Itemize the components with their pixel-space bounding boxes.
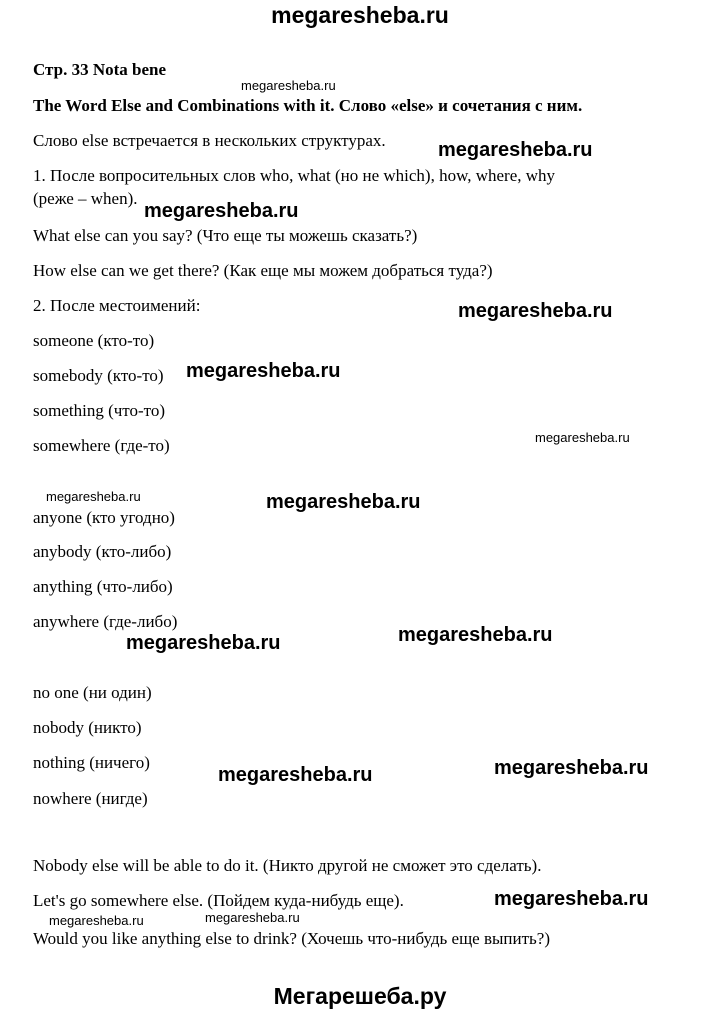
point-1-line-1: 1. После вопросительных слов who, what (но не which), how, where, why: [33, 166, 556, 185]
watermark: megaresheba.ru: [205, 910, 300, 925]
list-item: someone (кто-то): [33, 331, 155, 350]
watermark: megaresheba.ru: [218, 764, 373, 786]
watermark: megaresheba.ru: [126, 632, 281, 654]
list-item: nobody (никто): [33, 718, 142, 737]
list-item: nothing (ничего): [33, 753, 150, 772]
closing-example: Nobody else will be able to do it. (Никто другой не сможет это сделать).: [33, 856, 542, 875]
page-heading: Стр. 33 Nota bene: [33, 60, 167, 79]
intro-text: Слово else встречается в нескольких структурах.: [33, 131, 386, 150]
list-item: something (что-то): [33, 401, 166, 420]
point-1-line-2: (реже – when).: [33, 189, 138, 208]
watermark: megaresheba.ru: [46, 489, 141, 504]
list-item: anywhere (где-либо): [33, 612, 178, 631]
example-1: What else can you say? (Что еще ты можешь сказать?): [33, 226, 418, 245]
site-footer: Мегарешеба.ру: [273, 983, 447, 1009]
list-item: no one (ни один): [33, 683, 152, 702]
list-item: anyone (кто угодно): [33, 508, 175, 527]
example-2: How else can we get there? (Как еще мы можем добраться туда?): [33, 261, 493, 280]
list-item: somebody (кто-то): [33, 366, 164, 385]
watermark: megaresheba.ru: [458, 300, 613, 322]
watermark: megaresheba.ru: [144, 200, 299, 222]
list-item: somewhere (где-то): [33, 436, 170, 455]
document-title: The Word Else and Combinations with it. Слово «else» и сочетания с ним.: [33, 96, 583, 115]
watermark: megaresheba.ru: [266, 491, 421, 513]
watermark: megaresheba.ru: [398, 624, 553, 646]
closing-example: Let's go somewhere else. (Пойдем куда-нибудь еще).: [33, 891, 404, 910]
list-item: anybody (кто-либо): [33, 542, 172, 561]
watermark: megaresheba.ru: [49, 913, 144, 928]
watermark: megaresheba.ru: [241, 78, 336, 93]
watermark: megaresheba.ru: [494, 888, 649, 910]
closing-example: Would you like anything else to drink? (Хочешь что-нибудь еще выпить?): [33, 929, 550, 948]
watermark: megaresheba.ru: [186, 360, 341, 382]
point-2: 2. После местоимений:: [33, 296, 201, 315]
watermark: megaresheba.ru: [494, 757, 649, 779]
site-header: megaresheba.ru: [271, 2, 449, 28]
list-item: nowhere (нигде): [33, 789, 148, 808]
watermark: megaresheba.ru: [438, 139, 593, 161]
list-item: anything (что-либо): [33, 577, 173, 596]
watermark: megaresheba.ru: [535, 430, 630, 445]
